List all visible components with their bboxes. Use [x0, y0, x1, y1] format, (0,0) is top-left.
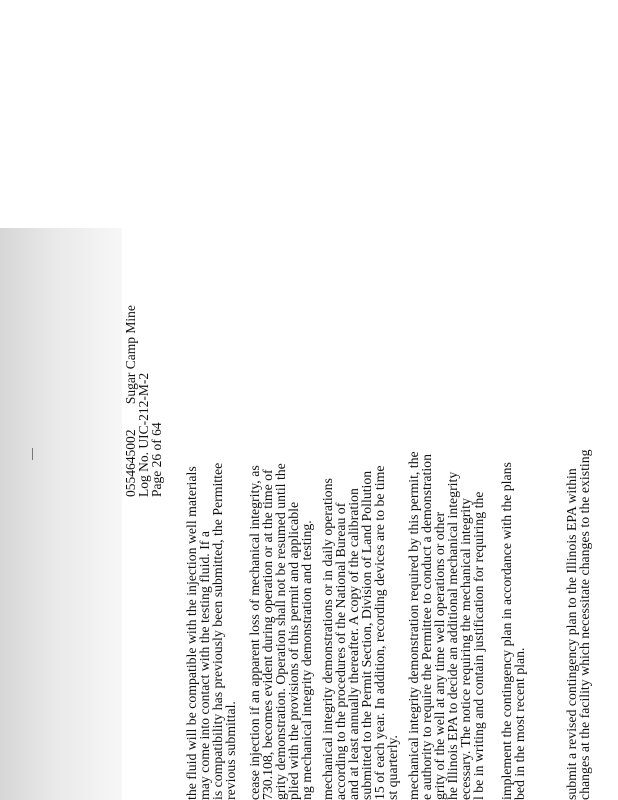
text-line: mechanical integrity demonstration required by this permit, the	[406, 451, 421, 800]
paragraph-calibration	[322, 466, 399, 800]
text-line: implement the contingency plan in accordance with the plans	[499, 462, 514, 800]
text-line: may come into contact with the testing fluid. If a	[196, 531, 212, 800]
text-line: the fluid will be compatible with the injection well materials	[184, 466, 199, 800]
text-line: 15 of each year. In addition, recording devices are to be time	[371, 465, 387, 800]
text-line: according to the procedures of the National Bureau of	[332, 502, 348, 800]
site-name: Sugar Camp Mine	[123, 305, 138, 405]
text-line: cease injection if an apparent loss of mechanical integrity, as	[247, 465, 262, 800]
text-line: grity demonstration. Operation shall not be resumed until the	[272, 463, 288, 800]
log-number: Log No. UIC-212-M-2	[136, 372, 151, 497]
page-header	[124, 237, 163, 497]
paragraph-revised-contingency	[566, 449, 592, 800]
text-line: he Illinois EPA to decide an additional mechanical integrity	[444, 471, 460, 800]
paragraph-cease-injection	[249, 463, 314, 800]
text-line: revious submittal.	[222, 701, 238, 800]
text-line: mechanical integrity demonstrations or in daily operations	[320, 478, 335, 800]
text-line: e authority to require the Permittee to conduct a demonstration	[418, 454, 434, 800]
text-line: plied with the provisions of this permit and applicable	[285, 501, 301, 800]
text-line: submit a revised contingency plan to the Illinois EPA within	[564, 468, 579, 800]
text-line: submitted to the Permit Section, Division of Land Pollution	[358, 470, 374, 800]
text-line: 730.108, becomes evident during operation or at the time of	[259, 469, 275, 800]
text-line: bed in the most recent plan.	[511, 647, 527, 800]
text-line: and at least annually thereafter. A copy of the calibration	[345, 488, 361, 800]
text-line: l be in writing and contain justification for requiring the	[470, 491, 486, 800]
text-line: st quarterly.	[384, 734, 400, 800]
paragraph-fluid-compatibility	[186, 463, 238, 800]
text-line: is compatibility has previously been submitted, the Permittee	[209, 462, 225, 800]
paragraph-mechanical-integrity	[408, 451, 485, 800]
text-line: changes at the facility which necessitate changes to the existing	[576, 449, 592, 800]
text-line: ecessary. The notice requiring the mechanical integrity	[457, 498, 473, 800]
permit-number: 0554645002	[123, 429, 138, 497]
page-label: Page 26 of 64	[149, 422, 164, 497]
paragraph-contingency-plan	[501, 462, 527, 800]
text-line: ng mechanical integrity demonstration and testing.	[298, 520, 314, 800]
text-line: grity of the well at any time well operations or other	[431, 511, 447, 800]
